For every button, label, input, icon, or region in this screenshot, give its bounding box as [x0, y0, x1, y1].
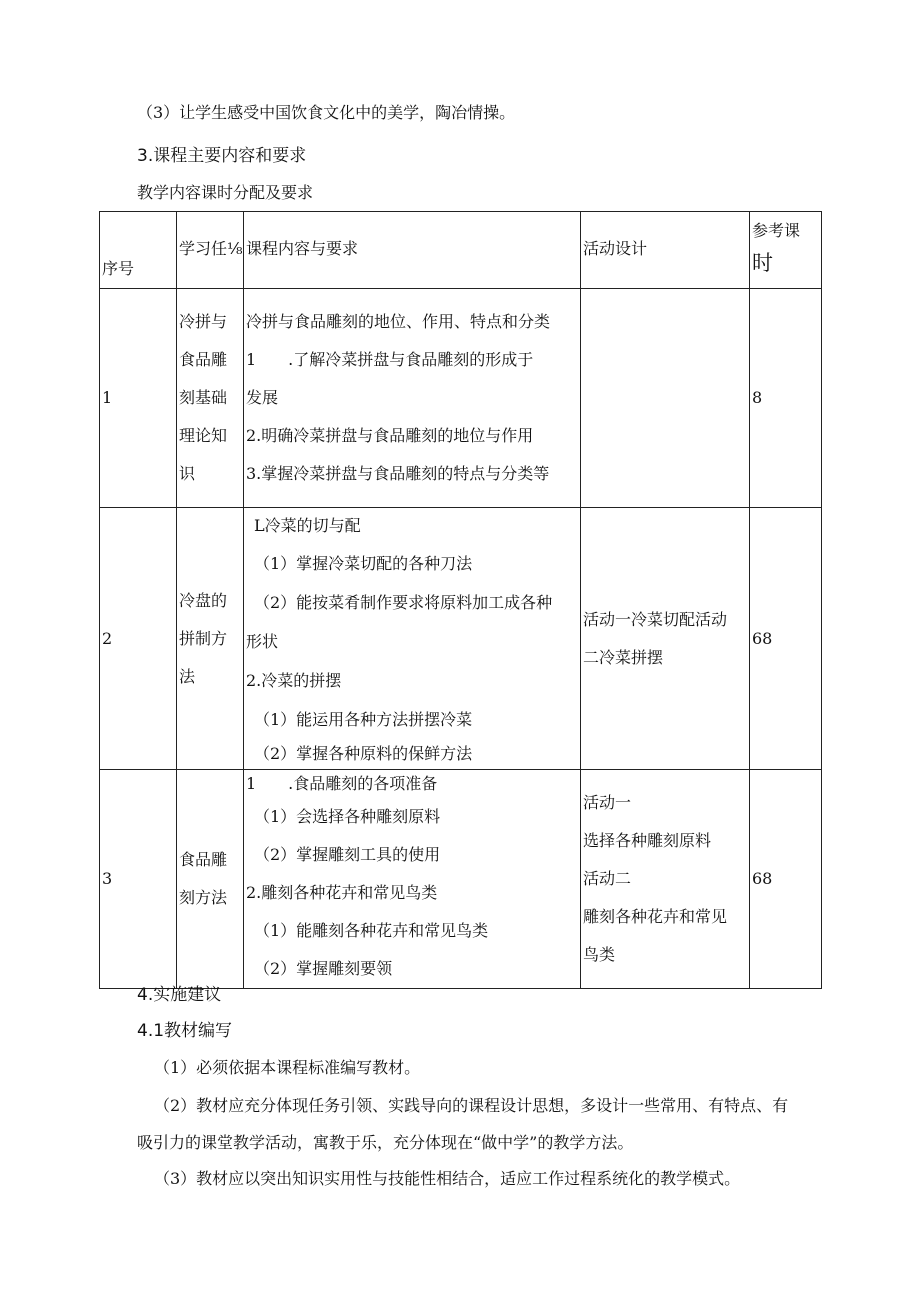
row3-activity-cell — [581, 770, 750, 989]
row2-activity-cell — [581, 508, 750, 770]
header-hours-cell — [750, 212, 822, 289]
activity-line: 活动一 — [583, 793, 632, 812]
activity-line: 二冷菜拼摆 — [583, 647, 664, 667]
task-line: 刻方法 — [179, 888, 228, 907]
content-line: （2）能按菜肴制作要求将原料加工成各种 — [254, 593, 553, 612]
task-line: 拼制方 — [179, 628, 228, 648]
section41-heading: 4.1教材编写 — [137, 1021, 233, 1041]
row3-content-cell — [244, 770, 581, 989]
content-line: 形状 — [246, 632, 279, 651]
table-caption: 教学内容课时分配及要求 — [137, 183, 314, 202]
content-line: （1）能运用各种方法拼摆冷菜 — [254, 710, 473, 729]
course-content-table — [99, 211, 822, 989]
hours-value: 68 — [752, 628, 773, 648]
row1-content-cell — [244, 289, 581, 508]
intro-item: （3）让学生感受中国饮食文化中的美学，陶冶情操。 — [137, 103, 516, 122]
row1-num-cell — [100, 289, 177, 508]
row2-num-cell — [100, 508, 177, 770]
task-line: 识 — [179, 464, 196, 483]
section4-heading: 4.实施建议 — [137, 985, 222, 1005]
header-num-cell — [100, 212, 177, 289]
content-line: L冷菜的切与配 — [254, 516, 361, 535]
header-content: 课程内容与要求 — [246, 239, 359, 258]
row1-activity-cell — [581, 289, 750, 508]
content-line: 1 .了解冷菜拼盘与食品雕刻的形成于 — [246, 350, 534, 369]
paragraph-1: （1）必须依据本课程标准编写教材。 — [154, 1058, 421, 1077]
table-row — [100, 289, 822, 508]
content-line: 1 .食品雕刻的各项准备 — [246, 774, 438, 793]
task-line: 食品雕 — [179, 850, 228, 869]
content-line: （1）能雕刻各种花卉和常见鸟类 — [254, 921, 489, 940]
header-hours-line2: 时 — [752, 251, 773, 275]
hours-value: 68 — [752, 869, 773, 888]
row1-task-cell — [177, 289, 244, 508]
activity-line: 活动二 — [583, 869, 632, 888]
content-line: （2）掌握雕刻要领 — [254, 959, 393, 978]
content-line: 发展 — [246, 388, 279, 407]
content-line: （1）掌握冷菜切配的各种刀法 — [254, 554, 473, 573]
content-line: （2）掌握各种原料的保鲜方法 — [254, 744, 473, 763]
header-task-cell — [177, 212, 244, 289]
table-header-row — [100, 212, 822, 289]
section3-heading: 3.课程主要内容和要求 — [137, 146, 307, 166]
task-line: 法 — [179, 666, 196, 686]
row3-num-cell — [100, 770, 177, 989]
header-activity-cell — [581, 212, 750, 289]
content-line: 3.掌握冷菜拼盘与食品雕刻的特点与分类等 — [246, 464, 550, 483]
paragraph-2-line-1: （2）教材应充分体现任务引领、实践导向的课程设计思想，多设计一些常用、有特点、有 — [154, 1096, 789, 1115]
content-line: 2.明确冷菜拼盘与食品雕刻的地位与作用 — [246, 426, 534, 445]
row3-hours-cell — [750, 770, 822, 989]
content-line: （2）掌握雕刻工具的使用 — [254, 845, 441, 864]
task-line: 食品雕 — [179, 350, 228, 369]
header-activity: 活动设计 — [583, 239, 648, 258]
content-line: （1）会选择各种雕刻原料 — [254, 807, 441, 826]
task-line: 理论知 — [179, 426, 228, 445]
content-line: 冷拼与食品雕刻的地位、作用、特点和分类 — [246, 312, 551, 331]
content-line: 2.冷菜的拼摆 — [246, 671, 342, 690]
header-hours-line1: 参考课 — [752, 221, 801, 240]
header-task: 学习任⅛ — [179, 239, 243, 258]
table-row — [100, 770, 822, 989]
activity-line: 选择各种雕刻原料 — [583, 831, 712, 850]
content-line: 2.雕刻各种花卉和常见鸟类 — [246, 883, 438, 902]
task-line: 冷拼与 — [179, 312, 228, 331]
paragraph-2-line-2: 吸引力的课堂教学活动，寓教于乐，充分体现在“做中学”的教学方法。 — [137, 1133, 634, 1152]
row-number: 2 — [102, 628, 113, 648]
header-num: 序号 — [102, 259, 135, 278]
activity-line: 活动一冷菜切配活动 — [583, 609, 728, 629]
table-row — [100, 508, 822, 770]
row2-content-cell — [244, 508, 581, 770]
header-content-cell — [244, 212, 581, 289]
row3-task-cell — [177, 770, 244, 989]
task-line: 刻基础 — [179, 388, 228, 407]
row2-hours-cell — [750, 508, 822, 770]
paragraph-3: （3）教材应以突出知识实用性与技能性相结合，适应工作过程系统化的教学模式。 — [154, 1169, 741, 1188]
hours-value: 8 — [752, 388, 763, 407]
row2-task-cell — [177, 508, 244, 770]
row-number: 3 — [102, 869, 113, 888]
row1-hours-cell — [750, 289, 822, 508]
activity-line: 鸟类 — [583, 945, 616, 964]
activity-line: 雕刻各种花卉和常见 — [583, 907, 728, 926]
row-number: 1 — [102, 388, 113, 407]
task-line: 冷盘的 — [179, 590, 228, 610]
